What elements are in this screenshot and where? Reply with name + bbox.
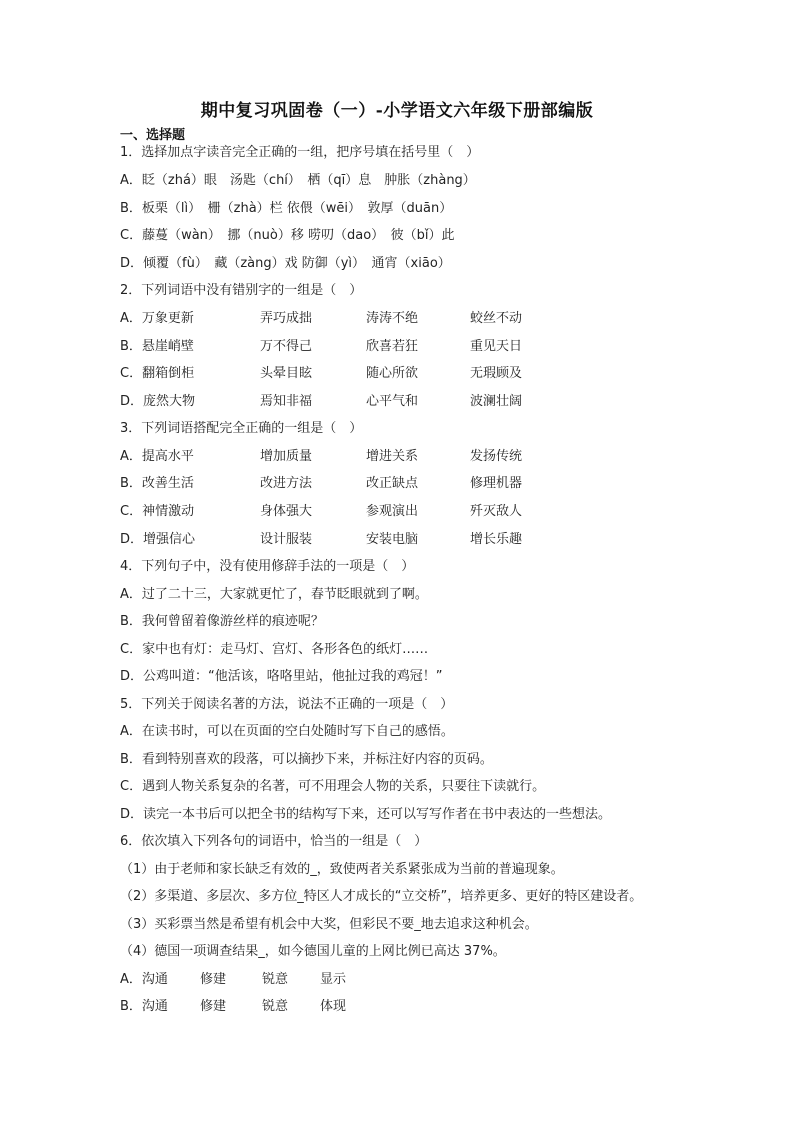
- q2-b-word-1: B．悬崖峭壁: [120, 339, 194, 354]
- q3-c-word-2: 身体强大: [260, 504, 313, 519]
- section-heading: 一、选择题: [120, 128, 186, 143]
- q1-option-b: B．板栗（lì） 栅（zhà）栏 依偎（wēi） 敦厚（duān）: [120, 201, 453, 216]
- q6-sentence-2: （2）多渠道、多层次、多方位_特区人才成长的“立交桥”，培养更多、更好的特区建设者。: [120, 889, 643, 904]
- q6-b-word-4: 体现: [320, 999, 347, 1014]
- q6-a-word-4: 显示: [320, 972, 347, 987]
- q3-d-word-3: 安装电脑: [366, 532, 419, 547]
- q4-option-d: D．公鸡叫道：“他活该，咯咯里站，他扯过我的鸡冠！”: [120, 669, 443, 684]
- q3-c-word-4: 歼灭敌人: [470, 504, 523, 519]
- q2-a-word-2: 弄巧成拙: [260, 311, 313, 326]
- q3-c-word-3: 参观演出: [366, 504, 419, 519]
- q1-stem: 1．选择加点字读音完全正确的一组，把序号填在括号里（ ）: [120, 145, 480, 160]
- q2-b-word-3: 欣喜若狂: [366, 339, 419, 354]
- q4-stem: 4．下列句子中，没有使用修辞手法的一项是（ ）: [120, 559, 415, 574]
- q2-stem: 2．下列词语中没有错别字的一组是（ ）: [120, 283, 363, 298]
- q2-c-word-1: C．翻箱倒柜: [120, 366, 195, 381]
- q3-a-word-1: A．提高水平: [120, 449, 194, 464]
- q5-option-c: C．遇到人物关系复杂的名著，可不用理会人物的关系，只要往下读就行。: [120, 779, 546, 794]
- q2-b-word-4: 重见天日: [470, 339, 523, 354]
- q5-option-b: B．看到特别喜欢的段落，可以摘抄下来，并标注好内容的页码。: [120, 752, 493, 767]
- page-title: 期中复习巩固卷（一）-小学语文六年级下册部编版: [200, 101, 594, 121]
- q2-a-word-4: 蛟丝不动: [470, 311, 523, 326]
- q3-b-word-3: 改正缺点: [366, 476, 419, 491]
- q3-a-word-4: 发扬传统: [470, 449, 523, 464]
- q2-d-word-1: D．庞然大物: [120, 394, 196, 409]
- q6-a-word-1: A．沟通: [120, 972, 168, 987]
- q3-b-word-4: 修理机器: [470, 476, 523, 491]
- q4-option-b: B．我何曾留着像游丝样的痕迹呢？: [120, 614, 324, 629]
- q3-b-word-1: B．改善生活: [120, 476, 194, 491]
- q6-b-word-3: 锐意: [262, 999, 289, 1014]
- q2-c-word-2: 头晕目眩: [260, 366, 313, 381]
- q3-c-word-1: C．神情激动: [120, 504, 195, 519]
- q3-d-word-2: 设计服装: [260, 532, 313, 547]
- q4-option-c: C．家中也有灯：走马灯、宫灯、各形各色的纸灯……: [120, 642, 429, 657]
- q6-a-word-2: 修建: [200, 972, 227, 987]
- q1-option-c: C．藤蔓（wàn） 挪（nuò）移 唠叨（dao） 彼（bǐ）此: [120, 228, 455, 243]
- q6-stem: 6．依次填入下列各句的词语中，恰当的一组是（ ）: [120, 834, 428, 849]
- q2-d-word-3: 心平气和: [366, 394, 419, 409]
- q1-option-d: D．倾覆（fù） 藏（zàng）戏 防御（yì） 通宵（xiāo）: [120, 256, 451, 271]
- q3-a-word-3: 增进关系: [366, 449, 419, 464]
- q3-d-word-4: 增长乐趣: [470, 532, 523, 547]
- q6-b-word-2: 修建: [200, 999, 227, 1014]
- q3-a-word-2: 增加质量: [260, 449, 313, 464]
- q2-d-word-4: 波澜壮阔: [470, 394, 523, 409]
- q1-option-a: A．眨（zhá）眼 汤匙（chí） 栖（qī）息 肿胀（zhàng）: [120, 173, 476, 188]
- q6-a-word-3: 锐意: [262, 972, 289, 987]
- q5-option-d: D．读完一本书后可以把全书的结构写下来，还可以写写作者在书中表达的一些想法。: [120, 807, 612, 822]
- q2-c-word-4: 无瑕顾及: [470, 366, 523, 381]
- q6-sentence-4: （4）德国一项调查结果_，如今德国儿童的上网比例已高达 37%。: [120, 944, 506, 959]
- q2-c-word-3: 随心所欲: [366, 366, 419, 381]
- q2-a-word-1: A．万象更新: [120, 311, 194, 326]
- q3-d-word-1: D．增强信心: [120, 532, 196, 547]
- q4-option-a: A．过了二十三，大家就更忙了，春节眨眼就到了啊。: [120, 587, 428, 602]
- q3-b-word-2: 改进方法: [260, 476, 313, 491]
- q2-a-word-3: 涛涛不绝: [366, 311, 419, 326]
- q6-sentence-1: （1）由于老师和家长缺乏有效的_，致使两者关系紧张成为当前的普遍现象。: [120, 862, 564, 877]
- q5-stem: 5．下列关于阅读名著的方法，说法不正确的一项是（ ）: [120, 697, 454, 712]
- q2-b-word-2: 万不得己: [260, 339, 313, 354]
- q6-b-word-1: B．沟通: [120, 999, 168, 1014]
- q5-option-a: A．在读书时，可以在页面的空白处随时写下自己的感悟。: [120, 724, 454, 739]
- q3-stem: 3．下列词语搭配完全正确的一组是（ ）: [120, 421, 363, 436]
- q2-d-word-2: 焉知非福: [260, 394, 313, 409]
- q6-sentence-3: （3）买彩票当然是希望有机会中大奖，但彩民不要_地去追求这种机会。: [120, 917, 538, 932]
